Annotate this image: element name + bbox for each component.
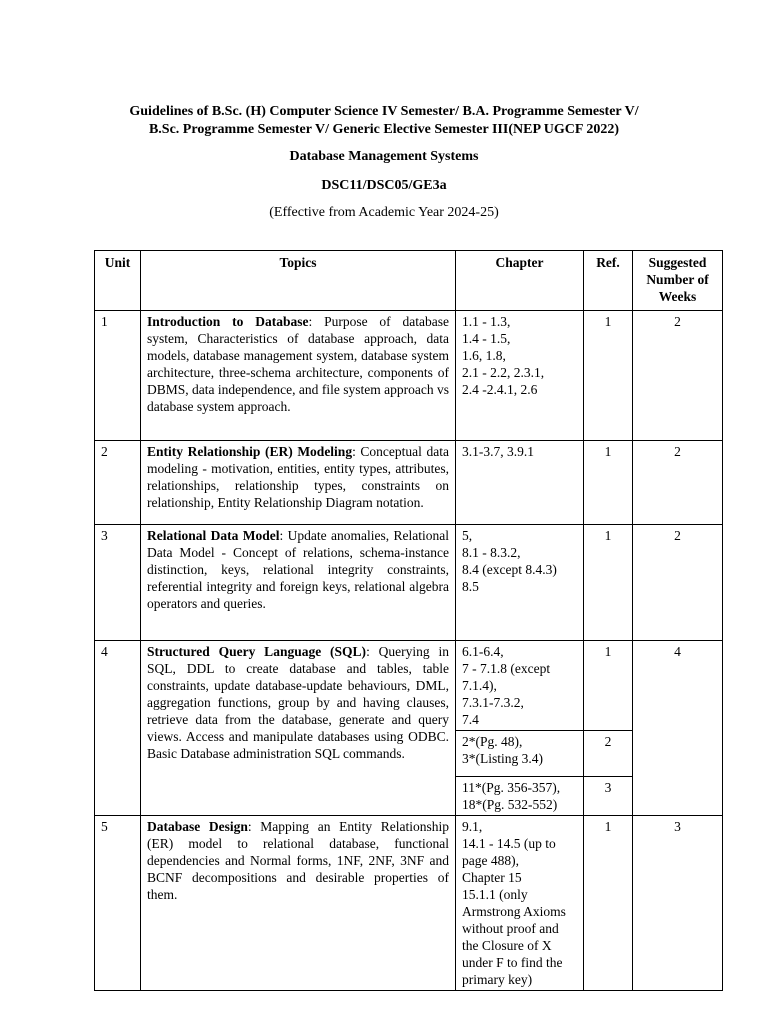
header-topics: Topics <box>141 251 456 311</box>
unit-number: 4 <box>95 641 141 816</box>
header-unit: Unit <box>95 251 141 311</box>
ref-cell: 1 <box>584 525 633 641</box>
topic-title: Introduction to Database <box>147 314 309 329</box>
table-row <box>95 816 723 991</box>
ref-cell: 1 <box>584 311 633 441</box>
unit-number: 5 <box>95 816 141 991</box>
topic-cell <box>141 311 456 441</box>
topic-description: : Update anomalies, Relational Data Model - Concept of relations, schema-instance distinction, keys, relational integrity constraints, referential integrity and foreign keys, relational algebra operators and queries. <box>147 528 449 611</box>
topic-cell <box>141 641 456 816</box>
chapter-cell: 11*(Pg. 356-357), 18*(Pg. 532-552) <box>456 777 584 816</box>
topic-title: Entity Relationship (ER) Modeling <box>147 444 353 459</box>
title-line-1: Guidelines of B.Sc. (H) Computer Science IV Semester/ B.A. Programme Semester V/ <box>129 104 639 119</box>
topic-description: : Conceptual data modeling - motivation, entities, entity types, attributes, relationships, relationship types, constraints on relationship, Entity Relationship Diagram notation. <box>147 444 449 510</box>
topic-title: Structured Query Language (SQL) <box>147 644 367 659</box>
table-row <box>95 641 723 731</box>
title-line-2: B.Sc. Programme Semester V/ Generic Elective Semester III(NEP UGCF 2022) <box>148 122 620 137</box>
topic-title: Relational Data Model <box>147 528 280 543</box>
topic-description: : Querying in SQL, DDL to create database and tables, table constraints, update database-update behaviours, DML, aggregation functions, group by and having clauses, retrieve data from the database, generate and query views. Access and manipulate databases using ODBC. Basic Database administration SQL commands. <box>147 644 449 761</box>
topic-title: Database Design <box>147 819 248 834</box>
weeks-cell: 3 <box>633 816 723 991</box>
chapter-cell: 9.1, 14.1 - 14.5 (up to page 488), Chapter 15 15.1.1 (only Armstrong Axioms without proof and the Closure of X under F to find the primary key) <box>456 816 584 991</box>
weeks-cell: 2 <box>633 441 723 525</box>
unit-number: 2 <box>95 441 141 525</box>
ref-cell: 1 <box>584 816 633 991</box>
header-weeks: Suggested Number of Weeks <box>633 251 723 311</box>
table-header-row <box>95 251 723 311</box>
table-row <box>95 525 723 641</box>
table-row <box>95 311 723 441</box>
chapter-cell: 6.1-6.4, 7 - 7.1.8 (except 7.1.4), 7.3.1-7.3.2, 7.4 <box>456 641 584 731</box>
chapter-cell: 2*(Pg. 48), 3*(Listing 3.4) <box>456 731 584 777</box>
weeks-cell: 4 <box>633 641 723 816</box>
course-code: DSC11/DSC05/GE3a <box>321 178 447 193</box>
chapter-cell: 3.1-3.7, 3.9.1 <box>456 441 584 525</box>
topic-cell <box>141 816 456 991</box>
chapter-cell: 5, 8.1 - 8.3.2, 8.4 (except 8.4.3) 8.5 <box>456 525 584 641</box>
topic-description: : Purpose of database system, Characteristics of database approach, data models, database management system, database system architecture, three-schema architecture, components of DBMS, data independence, and file system approach vs database system approach. <box>147 314 449 414</box>
ref-cell: 1 <box>584 441 633 525</box>
chapter-cell: 1.1 - 1.3, 1.4 - 1.5, 1.6, 1.8, 2.1 - 2.2, 2.3.1, 2.4 -2.4.1, 2.6 <box>456 311 584 441</box>
syllabus-table <box>94 250 723 991</box>
topic-description: : Mapping an Entity Relationship (ER) model to relational database, functional dependencies and Normal forms, 1NF, 2NF, 3NF and BCNF decompositions and desirable properties of them. <box>147 819 449 902</box>
weeks-cell: 2 <box>633 311 723 441</box>
topic-cell <box>141 525 456 641</box>
header-chapter: Chapter <box>456 251 584 311</box>
effective-year: (Effective from Academic Year 2024-25) <box>269 205 499 220</box>
ref-cell: 2 <box>584 731 633 777</box>
ref-cell: 3 <box>584 777 633 816</box>
table-row <box>95 441 723 525</box>
ref-cell: 1 <box>584 641 633 731</box>
unit-number: 3 <box>95 525 141 641</box>
header-ref: Ref. <box>584 251 633 311</box>
unit-number: 1 <box>95 311 141 441</box>
weeks-cell: 2 <box>633 525 723 641</box>
topic-cell <box>141 441 456 525</box>
course-name: Database Management Systems <box>289 149 479 164</box>
